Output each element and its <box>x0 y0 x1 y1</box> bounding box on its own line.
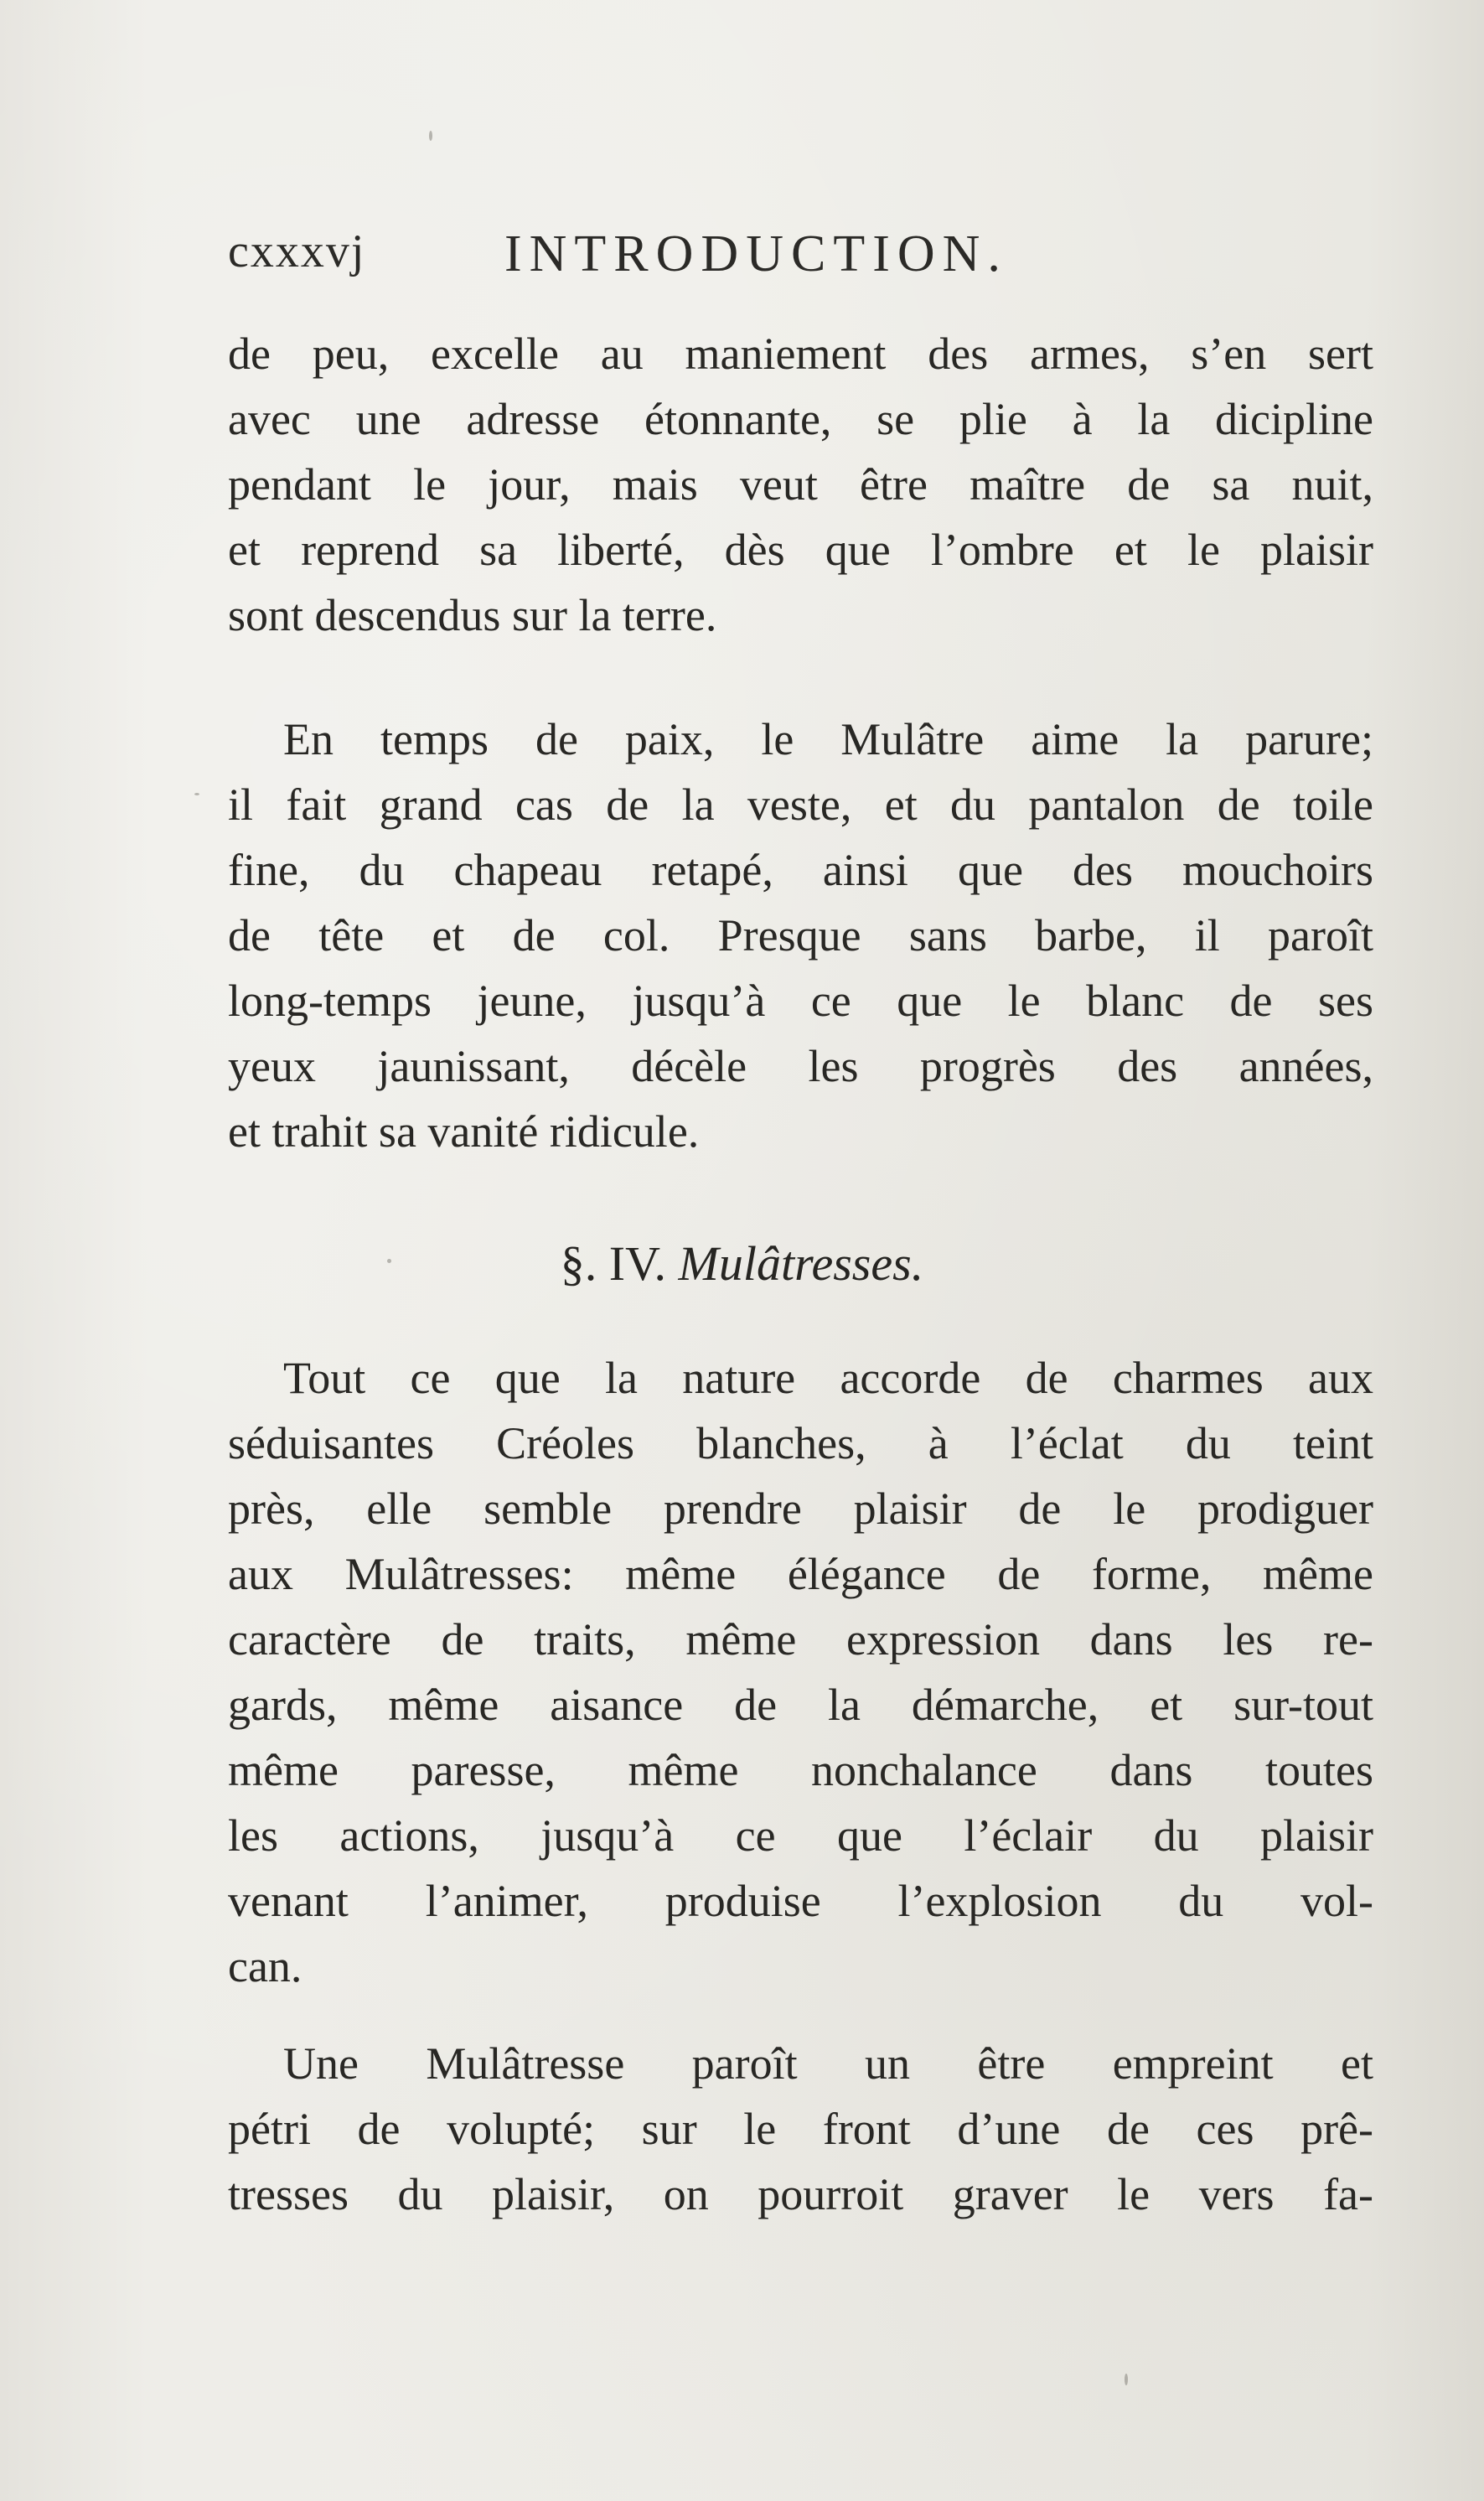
section-title: Mulâtresses. <box>678 1236 924 1291</box>
text-line: venant l’animer, produise l’explosion du vol- <box>228 1876 1373 1926</box>
page-header <box>228 225 1384 292</box>
paper-speck <box>1125 2374 1128 2385</box>
section-heading <box>0 1230 1484 1297</box>
running-head: INTRODUCTION. <box>504 225 1008 282</box>
text-line: fine, du chapeau retapé, ainsi que des mouchoirs <box>228 845 1373 895</box>
text-line: près, elle semble prendre plaisir de le prodiguer <box>228 1484 1373 1534</box>
paper-speck <box>387 1259 391 1263</box>
paper-speck <box>429 131 432 141</box>
text-line: de tête et de col. Presque sans barbe, il paroît <box>228 910 1373 961</box>
text-line: de peu, excelle au maniement des armes, s’en sert <box>228 329 1373 379</box>
text-line: et trahit sa vanité ridicule. <box>228 1106 700 1157</box>
text-line: aux Mulâtresses: même élégance de forme, même <box>228 1549 1373 1599</box>
text-line: il fait grand cas de la veste, et du pantalon de toile <box>228 779 1373 830</box>
text-line: yeux jaunissant, décèle les progrès des années, <box>228 1041 1373 1091</box>
paper-speck <box>194 793 199 795</box>
section-number: §. IV. <box>560 1236 667 1291</box>
text-line: les actions, jusqu’à ce que l’éclair du plaisir <box>228 1810 1373 1861</box>
text-line: Une Mulâtresse paroît un être empreint et <box>283 2038 1373 2089</box>
page-number: cxxxvj <box>228 225 366 277</box>
text-line: En temps de paix, le Mulâtre aime la parure; <box>283 714 1373 764</box>
text-line: can. <box>228 1941 302 1991</box>
text-line: Tout ce que la nature accorde de charmes aux <box>283 1353 1373 1403</box>
text-line: gards, même aisance de la démarche, et sur-tout <box>228 1680 1373 1730</box>
text-line: avec une adresse étonnante, se plie à la dicipline <box>228 394 1373 444</box>
text-line: sont descendus sur la terre. <box>228 590 717 640</box>
text-line: long-temps jeune, jusqu’à ce que le blanc de ses <box>228 976 1373 1026</box>
text-line: caractère de traits, même expression dans les re- <box>228 1614 1373 1665</box>
text-line: tresses du plaisir, on pourroit graver le vers fa- <box>228 2169 1373 2219</box>
text-line: pétri de volupté; sur le front d’une de ces prê- <box>228 2104 1373 2154</box>
text-line: pendant le jour, mais veut être maître de sa nuit, <box>228 459 1373 510</box>
text-line: séduisantes Créoles blanches, à l’éclat du teint <box>228 1418 1373 1468</box>
text-line: même paresse, même nonchalance dans toutes <box>228 1745 1373 1795</box>
text-line: et reprend sa liberté, dès que l’ombre et le plaisir <box>228 525 1373 575</box>
